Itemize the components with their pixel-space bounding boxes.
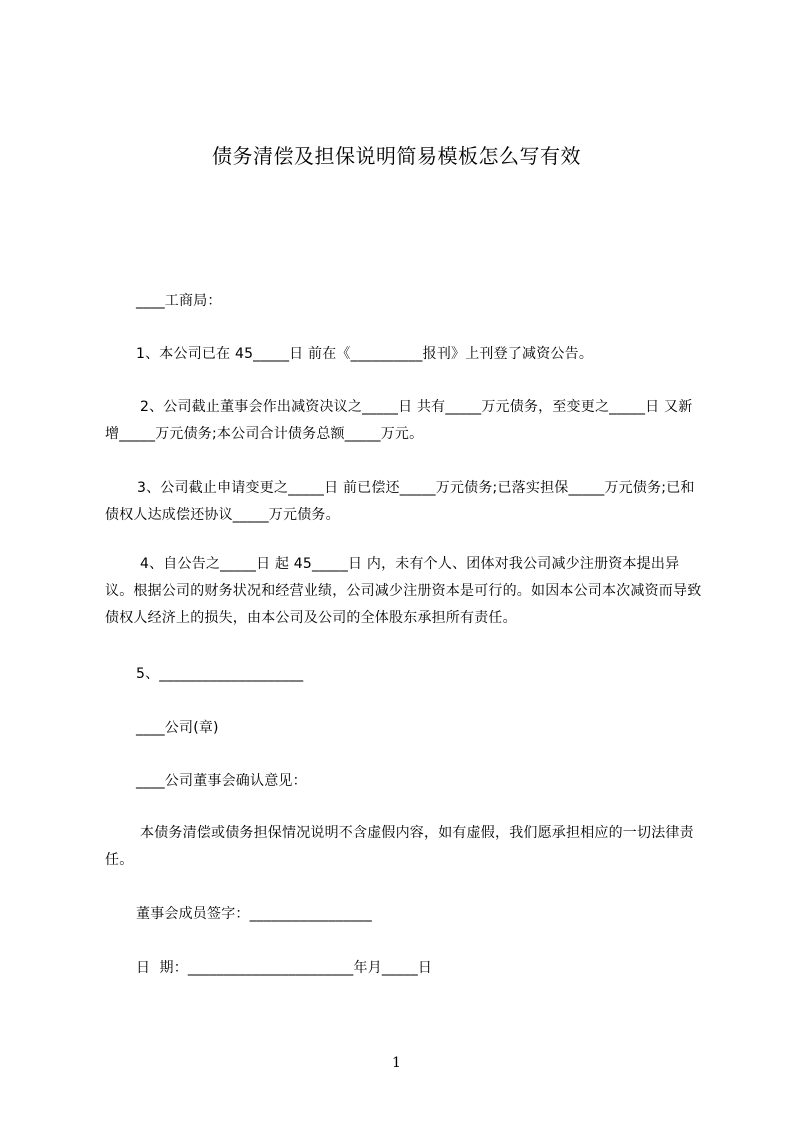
statement-paragraph: 本债务清偿或债务担保情况说明不含虚假内容，如有虚假，我们愿承担相应的一切法律责任。 [105,825,694,868]
item-1: 1、本公司已在 45_____日 前在《__________报刊》上刊登了减资公告。 [136,346,594,362]
signature-line: 董事会成员签字：_________________ [136,906,372,922]
item-2: 2、公司截止董事会作出减资决议之_____日 共有_____万元债务，至变更之_____日 又新增_____万元债务;本公司合计债务总额_____万元。 [105,399,693,442]
page-number: 1 [392,1055,401,1071]
item-3: 3、公司截止申请变更之_____日 前已偿还_____万元债务;已落实担保_____万元债务;已和债权人达成偿还协议_____万元债务。 [105,480,695,523]
addressee-line: ____工商局： [136,293,222,309]
document-title: 债务清偿及担保说明简易模板怎么写有效 [212,144,581,168]
company-seal-line: ____公司(章) [136,720,219,736]
item-5: 5、____________________ [136,666,304,682]
board-opinion-line: ____公司董事会确认意见： [136,773,307,789]
item-4: 4、自公告之_____日 起 45_____日 内，未有个人、团体对我公司减少注册资本提出异议。根据公司的财务状况和经营业绩，公司减少注册资本是可行的。如因本公司本次减资而导致债权人经济上的损失，由本公司及公司的全体股东承担所有责任。 [105,556,702,626]
date-line: 日 期：_______________________年月_____日 [136,960,433,976]
